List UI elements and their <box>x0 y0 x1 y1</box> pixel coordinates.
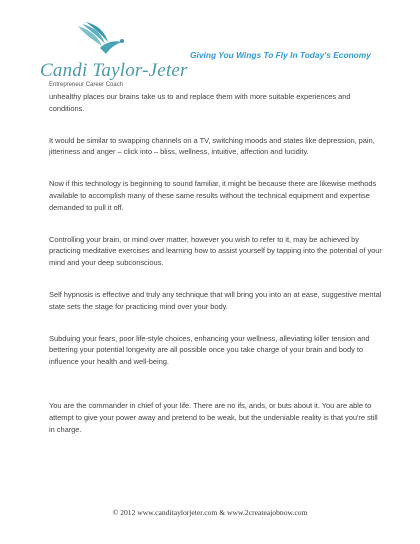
bird-wing-icon <box>72 22 132 60</box>
paragraph-5: Self hypnosis is effective and truly any technique that will bring you into an at ease, suggestive mental state sets the stage for practicing mind over your body. <box>49 289 382 311</box>
paragraph-6: Subduing your fears, poor life-style choices, enhancing your wellness, alleviating killer tension and bettering your potential longevity are all possible once you take charge of your brain and body to influence your health and well-being. <box>49 333 370 367</box>
paragraph-2: It would be similar to swapping channels on a TV, switching moods and states like depression, pain, jitteriness and anger – click into – bliss, wellness, intuitive, affection and lucidity. <box>49 135 375 157</box>
article-body <box>49 91 385 435</box>
paragraph-4: Controlling your brain, or mind over matter, however you wish to refer to it, may be achieved by practicing meditative exercises and learning how to assist yourself by tapping into the potential of your mind and your deep subconscious. <box>49 234 382 268</box>
paragraph-3: Now if this technology is beginning to sound familiar, it might be because there are likewise methods available to accomplish many of these same results without the technical equipment and expertise demanded to pull it off. <box>49 179 377 212</box>
paragraph-1: unhealthy places our brains take us to and replace them with more suitable experiences and conditions. <box>49 92 351 113</box>
footer-copyright: © 2012 www.canditaylorjeter.com & www.2createajobnow.com <box>112 508 308 517</box>
paragraph-7: You are the commander in chief of your life. There are no ifs, ands, or buts about it. You are able to attempt to give your power away and pretend to be weak, but the undeniable reality is that you're still in charge. <box>49 400 378 434</box>
tagline: Giving You Wings To Fly In Today's Economy <box>190 50 371 60</box>
logo-subtitle: Entrepreneur Career Coach <box>49 82 124 88</box>
logo-name: Candi Taylor-Jeter <box>40 60 188 81</box>
